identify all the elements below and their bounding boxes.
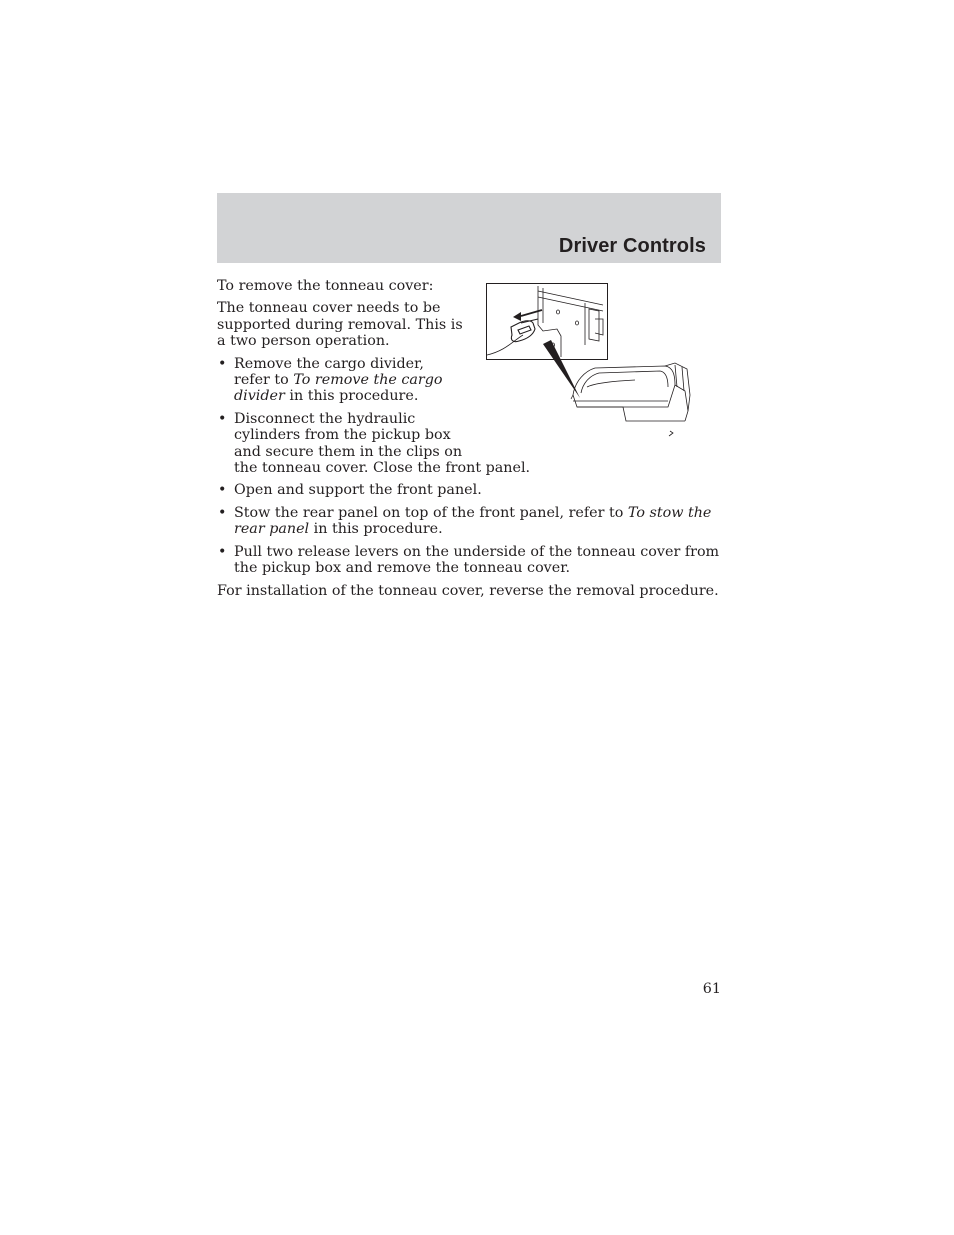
tonneau-cover-release-lever-diagram-icon bbox=[485, 283, 695, 443]
section-header-band bbox=[217, 193, 721, 263]
list-item: • Pull two release levers on the underside of the tonneau cover from the pickup box and remove the tonneau cover. bbox=[217, 544, 723, 577]
section-title: Driver Controls bbox=[558, 235, 706, 257]
procedure-reference: To remove the cargo divider bbox=[234, 372, 443, 405]
outro-text: For installation of the tonneau cover, reverse the removal procedure. bbox=[217, 582, 719, 599]
list-item: • Disconnect the hydraulic cylinders from the pickup box and secure them in the clips on the tonneau cover. Close the front panel. bbox=[217, 411, 723, 477]
support-note: The tonneau cover needs to be supported during removal. This is a two person operation. bbox=[217, 300, 463, 350]
list-item: • Remove the cargo divider, refer to To remove the cargo divider in this procedure. bbox=[217, 356, 723, 405]
list-item: • Open and support the front panel. bbox=[217, 482, 723, 498]
intro-text: To remove the tonneau cover: bbox=[217, 278, 434, 294]
page-number: 61 bbox=[702, 981, 721, 997]
list-item: • Stow the rear panel on top of the front panel, refer to To stow the rear panel in this procedure. bbox=[217, 505, 723, 538]
procedure-reference: To stow the rear panel bbox=[234, 504, 712, 538]
